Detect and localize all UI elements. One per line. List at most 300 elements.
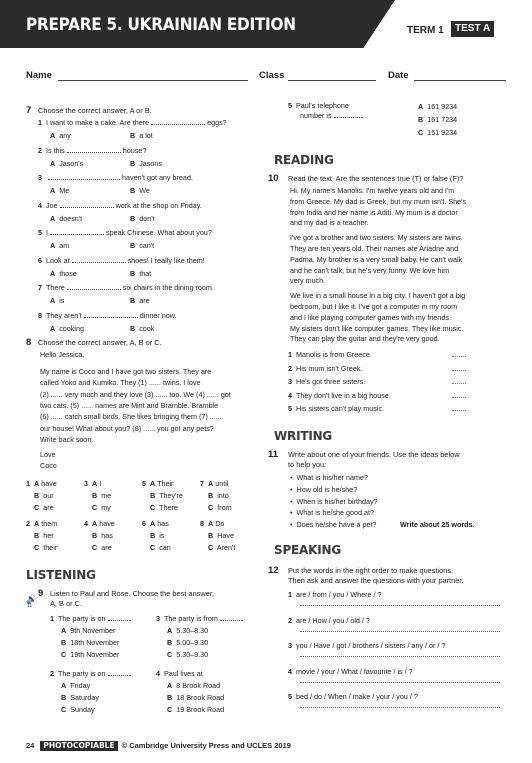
option-b	[130, 269, 151, 279]
option-letter: B	[34, 531, 40, 540]
option-b	[130, 324, 154, 334]
option-text[interactable]: don't	[139, 213, 155, 223]
option-b	[130, 241, 154, 251]
option-text[interactable]: has	[101, 531, 113, 540]
question-number: 7	[26, 105, 32, 116]
option-letter: B	[130, 213, 136, 223]
question-item	[38, 146, 146, 156]
question-item: 3 The party is from .	[156, 614, 244, 623]
item-number: 8	[200, 519, 204, 528]
option-letter: B	[130, 268, 136, 278]
option-b	[130, 186, 150, 196]
question-item	[38, 118, 227, 128]
option-text[interactable]: Sunday	[70, 705, 95, 714]
option-text[interactable]: is	[159, 531, 165, 540]
item-number: 3	[156, 614, 160, 623]
item-text: movie / your / What / favourite / is / ?	[296, 666, 413, 676]
option-text[interactable]: Have	[217, 531, 234, 540]
option-letter: A	[61, 626, 67, 635]
bullet-text: What is he/she good at?	[296, 508, 375, 518]
bullet-item: • Does he/she have a pet?	[290, 520, 377, 530]
question-instruction-2: A, B or C.	[50, 599, 83, 608]
item-number: 6	[142, 519, 146, 528]
reading-line: very much.	[290, 276, 326, 286]
option-text[interactable]: 18th November	[70, 638, 120, 647]
answer-blank[interactable]	[67, 284, 121, 290]
answer-blank[interactable]	[334, 112, 362, 118]
item-number: 4	[84, 519, 88, 528]
option-letter: B	[130, 131, 136, 140]
answer-line[interactable]	[300, 656, 500, 657]
option-b	[92, 531, 113, 541]
option-text[interactable]: that	[139, 268, 152, 278]
letter-line: two cats. (5) ...... names are Mint and Bramble. Bramble	[40, 400, 219, 410]
option-text[interactable]: am	[59, 241, 70, 250]
item-text: They don't live in a big house.	[296, 390, 391, 400]
option-text[interactable]: Jasons	[139, 158, 162, 168]
item-text: bed / do / When / make / your / you / ?	[296, 692, 418, 701]
question-item	[38, 311, 177, 321]
option-c	[34, 543, 57, 553]
option-letter: C	[150, 503, 156, 512]
option-text[interactable]: 5.00–9.30	[176, 638, 209, 647]
item-number: 4	[38, 200, 42, 210]
option-letter: B	[130, 241, 136, 250]
item-number: 2	[38, 145, 42, 155]
option-text[interactable]: are	[101, 543, 112, 552]
question-item	[288, 101, 349, 111]
item-text: Manolis is from Greece.	[296, 350, 372, 359]
item-text-before: They aren't	[46, 310, 82, 320]
answer-line[interactable]	[300, 707, 500, 708]
item-text: His mum isn't Greek.	[296, 363, 363, 373]
item-number: 2	[288, 363, 292, 373]
item-text-after: shoes! I really like them!	[127, 255, 205, 265]
letter-line: (2) ...... very much and they love (3) ...... too. We (4) ...... got	[40, 389, 231, 399]
option-c	[208, 503, 232, 513]
answer-blank[interactable]	[452, 391, 466, 401]
letter-line: called Yoko and Kumiko. They (1) ...... twins. I love	[40, 378, 201, 388]
option-c	[61, 705, 95, 715]
option-letter: A	[92, 479, 98, 488]
letter-line: My name is Coco and I have got two sisters. They are	[40, 367, 212, 376]
option-text[interactable]: can	[159, 543, 171, 552]
answer-line[interactable]	[300, 605, 500, 606]
option-text[interactable]: 9th November	[70, 626, 116, 635]
item-number: 3	[38, 173, 42, 182]
name-label: Name	[26, 70, 52, 81]
letter-line: (6) ...... catch small birds. She likes bringing them (7) ......	[40, 412, 222, 422]
section-title-writing: WRITING	[274, 429, 333, 443]
option-text[interactable]: our	[43, 491, 54, 500]
option-letter: A	[34, 479, 40, 488]
reading-line: Padma. My brother is a very small baby. He can't walk	[290, 254, 463, 264]
question-instruction: Read the text. Are the sentences true (T) or false (F)?	[288, 174, 464, 183]
question-item	[38, 283, 214, 293]
item-text-before: Look at	[46, 255, 70, 265]
option-letter: A	[167, 626, 173, 635]
speaking-item	[288, 616, 370, 626]
item-number: 1	[288, 590, 292, 599]
option-text[interactable]: They're	[159, 491, 183, 500]
item-text-after: six chairs in the dining room.	[122, 283, 214, 292]
tf-item	[288, 377, 365, 387]
answer-blank[interactable]	[48, 174, 120, 180]
item-text-after: work at the shop on Friday.	[115, 200, 202, 210]
answer-blank[interactable]	[67, 147, 121, 153]
item-text-before: I	[46, 228, 48, 237]
reading-line: We live in a small house in a big city. I haven't got a big	[290, 291, 466, 301]
bullet-text: When is his/her birthday?	[296, 496, 378, 506]
reading-line: Hi. My name's Manolis. I'm twelve years old and I'm	[290, 186, 455, 195]
speaking-item	[288, 667, 413, 677]
item-text-2: number is	[300, 111, 332, 120]
option-letter: A	[50, 268, 56, 278]
answer-blank[interactable]	[50, 229, 104, 235]
option-text[interactable]: their	[43, 543, 58, 552]
item-number: 4	[288, 390, 292, 400]
option-text[interactable]: 19th November	[70, 650, 120, 659]
option-text[interactable]: those	[59, 268, 77, 278]
option-b	[150, 531, 164, 541]
item-number: 5	[288, 692, 292, 701]
option-letter: C	[92, 543, 98, 552]
tf-item	[288, 364, 362, 374]
option-text[interactable]: 5.30–9.30	[176, 650, 209, 659]
option-b	[34, 531, 54, 541]
item-text-after: house?	[122, 145, 147, 155]
option-text[interactable]: We	[139, 186, 150, 195]
reading-line: and he can't talk, but he's very funny. We love him	[290, 265, 450, 275]
option-text[interactable]: Me	[59, 186, 70, 195]
option-letter: C	[208, 503, 214, 512]
option-text[interactable]: me	[101, 491, 112, 500]
track-number: 11	[27, 603, 33, 609]
option-text[interactable]: my	[101, 503, 111, 512]
option-letter: C	[167, 650, 173, 659]
item-number: 2	[26, 519, 30, 528]
question-number: 12	[268, 565, 279, 576]
option-a	[61, 681, 90, 691]
letter-greeting: Hello Jessica,	[40, 350, 85, 359]
option-text[interactable]: them	[41, 519, 58, 528]
option-text[interactable]: a lot	[139, 131, 153, 140]
answer-blank[interactable]	[452, 364, 466, 374]
date-label: Date	[388, 70, 409, 81]
answer-blank[interactable]	[72, 257, 126, 263]
option-text[interactable]: is	[59, 296, 65, 305]
question-item	[38, 228, 212, 238]
answer-blank[interactable]	[60, 202, 114, 208]
item-number: 4	[156, 669, 160, 678]
option-letter: B	[92, 531, 98, 540]
option-c	[92, 543, 112, 553]
answer-blank[interactable]	[220, 615, 242, 621]
option-b	[130, 214, 155, 224]
item-number: 1	[38, 118, 42, 127]
item-number: 8	[38, 310, 42, 320]
bullet-text: How old is he/she?	[296, 484, 358, 494]
option-letter: A	[50, 131, 56, 140]
item-number: 3	[84, 479, 88, 488]
option-text[interactable]: can't	[139, 241, 155, 250]
class-label: Class	[259, 70, 285, 81]
page-number: 24	[26, 741, 35, 750]
option-text[interactable]: Their	[157, 479, 174, 488]
option-letter: B	[34, 491, 40, 500]
date-field[interactable]	[414, 80, 506, 81]
question-instruction: Write about one of your friends. Use the ideas below	[288, 450, 460, 459]
item-number: 2	[288, 615, 292, 625]
item-text: He's got three sisters.	[296, 377, 366, 386]
item-number: 3	[288, 641, 292, 650]
option-letter: A	[92, 519, 98, 528]
option-letter: B	[150, 491, 156, 500]
option-letter: C	[61, 650, 67, 659]
option-letter: C	[208, 543, 214, 552]
letter-line: our house! What about you? (8) ...... you got any pets?	[40, 423, 214, 433]
question-instruction: Choose the correct answer, A or B.	[38, 106, 152, 115]
option-text[interactable]: Friday	[70, 681, 91, 690]
item-text: you / Have / got / brothers / sisters / any / or / ?	[296, 641, 446, 650]
option-text[interactable]: until	[215, 479, 229, 488]
option-letter: B	[150, 531, 156, 540]
photocopiable-badge: PHOTOCOPIABLE	[40, 741, 117, 751]
option-a	[418, 102, 457, 112]
item-text: Paul lives at	[164, 669, 203, 678]
option-a	[167, 681, 220, 691]
term-label: TERM 1	[407, 25, 444, 36]
option-text[interactable]: are	[139, 296, 150, 305]
option-group	[200, 519, 224, 529]
banner	[0, 0, 532, 48]
item-text: are / How / you / old / ?	[296, 615, 370, 625]
option-letter: B	[130, 186, 136, 195]
question-number: 9	[38, 588, 44, 599]
option-group	[26, 479, 57, 489]
question-instruction-2: to help you:	[288, 460, 327, 469]
option-a	[50, 269, 77, 279]
option-a	[50, 241, 69, 251]
question-item: 1 The party is on .	[50, 614, 132, 623]
word-count-note: Write about 25 words.	[400, 520, 475, 529]
item-text-after: eggs?	[207, 118, 227, 127]
item-number: 7	[38, 283, 42, 292]
option-letter: B	[167, 693, 173, 702]
banner-title: PREPARE 5. UKRAINIAN EDITION	[26, 15, 296, 35]
option-text[interactable]: Aren't	[216, 543, 236, 552]
copyright: © Cambridge University Press and UCLES 2019	[121, 741, 291, 750]
option-text[interactable]: has	[157, 519, 169, 528]
option-letter: B	[92, 491, 98, 500]
item-text-before: Joe	[46, 200, 58, 210]
option-letter: C	[150, 543, 156, 552]
option-letter: B	[418, 115, 424, 124]
name-field[interactable]	[58, 80, 248, 81]
option-text[interactable]: have	[41, 479, 57, 488]
test-label: TEST A	[451, 21, 494, 37]
item-number: 4	[288, 666, 292, 676]
option-letter: A	[208, 479, 214, 488]
option-group	[142, 519, 169, 529]
option-letter: B	[167, 638, 173, 647]
option-text[interactable]: doesn't	[59, 213, 83, 223]
option-text[interactable]: 18 Brook Road	[176, 693, 225, 702]
tf-item	[288, 404, 384, 414]
reading-line: and I like playing computer games with my friends.	[290, 312, 451, 322]
option-c	[208, 543, 235, 553]
option-group	[142, 479, 173, 489]
option-text[interactable]: I	[99, 479, 102, 488]
tf-item	[288, 391, 391, 401]
question-item-cont: number is .	[300, 111, 364, 120]
answer-blank[interactable]	[108, 670, 130, 676]
bullet-text: What is his/her name?	[296, 473, 369, 482]
answer-blank[interactable]	[151, 119, 205, 125]
option-c	[167, 705, 224, 715]
question-instruction: Put the words in the right order to make questions.	[288, 566, 454, 575]
answer-line[interactable]	[300, 682, 500, 683]
option-c	[418, 128, 457, 138]
option-text[interactable]: Jason's	[59, 158, 84, 168]
answer-blank[interactable]	[452, 404, 466, 414]
answer-blank[interactable]	[452, 377, 466, 387]
letter-signature: Coco	[40, 461, 57, 470]
question-item	[38, 173, 193, 183]
option-letter: A	[50, 241, 56, 250]
question-item	[38, 201, 202, 211]
option-text[interactable]: 19 Brook Road	[176, 705, 225, 714]
reading-line: My sisters don't like computer games. They like music.	[290, 323, 464, 333]
option-letter: A	[34, 519, 40, 528]
option-text[interactable]: Saturday	[70, 693, 99, 702]
option-text[interactable]: 161 9234	[427, 102, 458, 111]
option-group	[26, 519, 57, 529]
option-c	[92, 503, 111, 513]
option-b	[150, 491, 183, 501]
item-text-after: dinner now.	[139, 310, 177, 320]
audio-icon[interactable]: 🔊	[26, 594, 38, 604]
tf-item	[288, 350, 372, 360]
option-text[interactable]: are	[43, 503, 54, 512]
question-item	[156, 669, 203, 679]
option-letter: C	[418, 128, 424, 137]
question-item	[38, 256, 205, 266]
option-letter: A	[167, 681, 173, 690]
option-letter: A	[50, 213, 56, 223]
option-letter: A	[50, 323, 56, 333]
option-a	[50, 159, 83, 169]
option-text[interactable]: have	[99, 519, 115, 528]
option-a	[50, 186, 69, 196]
option-b	[130, 296, 150, 306]
option-b	[418, 115, 457, 125]
option-letter: C	[61, 705, 67, 714]
option-a	[50, 131, 71, 141]
option-b	[130, 131, 153, 141]
item-number: 1	[50, 614, 54, 623]
option-text[interactable]: 8 Brook Road	[176, 681, 221, 690]
option-text[interactable]: 151 9234	[427, 128, 458, 137]
item-number: 1	[26, 479, 30, 488]
option-letter: A	[50, 186, 56, 195]
option-letter: A	[150, 479, 156, 488]
reading-line: from India and her name is Aditi. My mum is a doctor	[290, 207, 458, 217]
item-text: Paul's telephone	[296, 101, 349, 110]
option-letter: C	[34, 543, 40, 552]
answer-line[interactable]	[300, 631, 500, 632]
question-instruction: Choose the correct answer, A, B or C.	[38, 338, 162, 347]
option-text[interactable]: cook	[139, 323, 155, 333]
bullet-item: • What is his/her name?	[290, 473, 369, 482]
option-letter: C	[167, 705, 173, 714]
speaking-item	[288, 590, 381, 600]
option-text[interactable]: her	[43, 531, 54, 540]
question-number: 8	[26, 337, 32, 348]
option-text[interactable]: into	[217, 491, 229, 500]
reading-line: They are ten years old. Their names are Ariadne and	[290, 244, 459, 253]
item-text-after: speak Chinese. What about you?	[106, 228, 212, 237]
section-title-listening: LISTENING	[26, 568, 96, 582]
option-group	[200, 479, 228, 489]
answer-blank[interactable]	[84, 312, 138, 318]
answer-blank[interactable]	[452, 350, 466, 360]
letter-love: Love	[40, 450, 56, 459]
option-letter: A	[418, 102, 424, 111]
option-group	[84, 479, 101, 489]
reading-line: They can play the guitar and they're very good.	[290, 334, 440, 344]
reading-line: bedroom, but I like it. I've got a computer in my room	[290, 302, 458, 311]
option-text[interactable]: from	[217, 503, 232, 512]
option-text[interactable]: cooking	[59, 323, 84, 333]
footer	[26, 741, 291, 751]
reading-line: and my dad is a teacher.	[290, 218, 369, 228]
item-text: His sisters can't play music.	[296, 404, 385, 413]
option-letter: C	[92, 503, 98, 512]
item-number: 3	[288, 377, 292, 386]
item-text-before: I want to make a cake. Are there	[46, 118, 150, 127]
section-title-reading: READING	[274, 153, 334, 167]
item-number: 5	[142, 479, 146, 488]
option-letter: B	[61, 693, 67, 702]
option-a	[50, 296, 64, 306]
letter-line: Write back soon.	[40, 434, 94, 444]
item-number: 6	[38, 255, 42, 265]
option-text[interactable]: Do	[215, 519, 225, 528]
question-item: 2 The party is on .	[50, 669, 132, 678]
option-a	[50, 214, 82, 224]
option-letter: B	[130, 158, 136, 168]
option-a	[50, 324, 84, 334]
item-number: 7	[200, 479, 204, 488]
class-field[interactable]	[288, 80, 376, 81]
bullet-item: • How old is he/she?	[290, 484, 358, 494]
option-text[interactable]: any	[59, 131, 71, 140]
answer-blank[interactable]	[108, 615, 130, 621]
section-title-speaking: SPEAKING	[274, 543, 341, 557]
item-number: 5	[288, 101, 292, 110]
option-c	[150, 543, 171, 553]
option-b	[167, 693, 224, 703]
option-text[interactable]: 5.30–8.30	[176, 626, 209, 635]
item-text: are / from / you / Where / ?	[296, 590, 382, 599]
speaking-item	[288, 641, 445, 651]
option-c	[150, 503, 178, 513]
option-text[interactable]: There	[159, 503, 178, 512]
option-text[interactable]: 161 7234	[427, 115, 458, 124]
option-letter: B	[208, 491, 214, 500]
option-b	[61, 638, 119, 648]
